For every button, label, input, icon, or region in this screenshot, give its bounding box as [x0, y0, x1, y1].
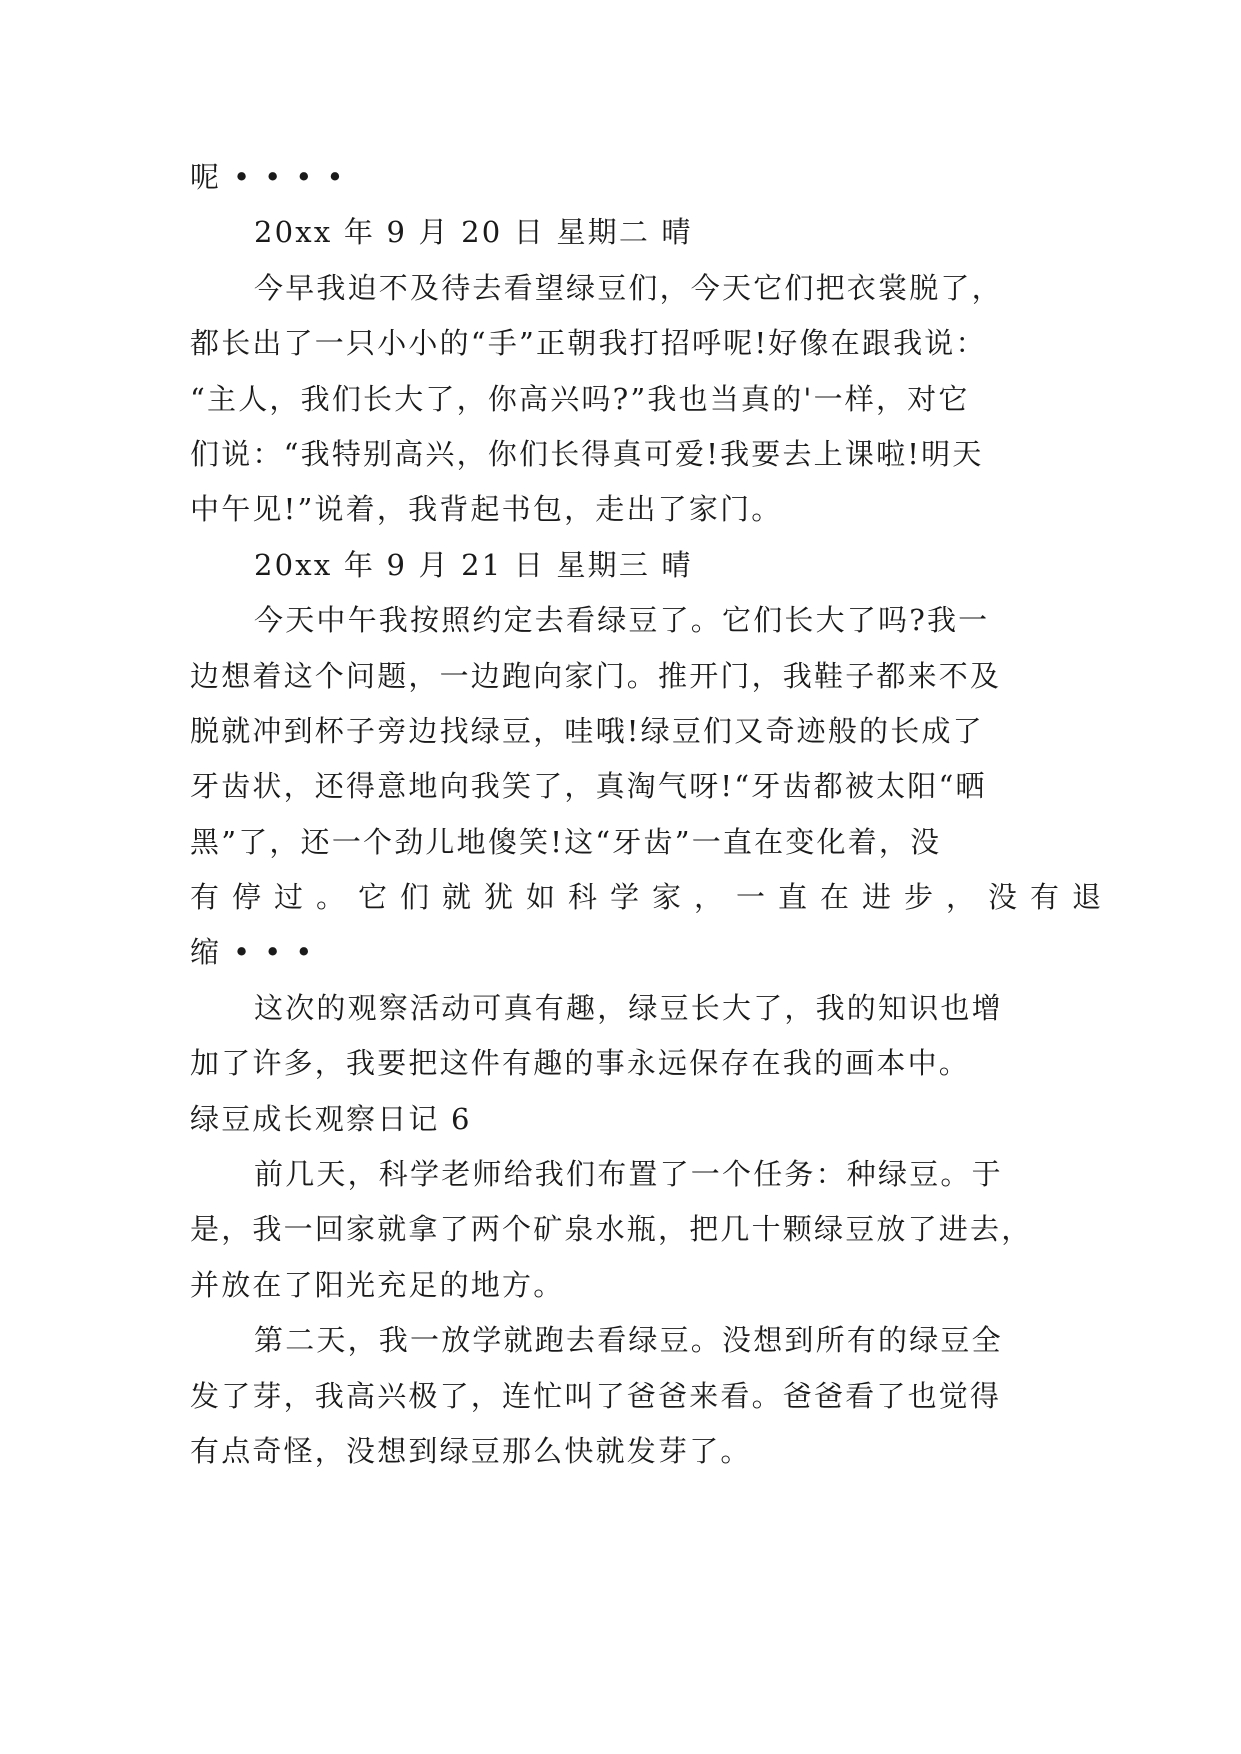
section-title: 绿豆成长观察日记 6 — [190, 1101, 472, 1136]
paragraph-line: 脱就冲到杯子旁边找绿豆，哇哦!绿豆们又奇迹般的长成了 — [190, 713, 984, 748]
paragraph-line: 都长出了一只小小的“手”正朝我打招呼呢!好像在跟我说： — [190, 326, 987, 361]
paragraph-line: 牙齿状，还得意地向我笑了，真淘气呀!“牙齿都被太阳“晒 — [190, 769, 987, 804]
paragraph-line: 并放在了阳光充足的地方。 — [190, 1267, 565, 1302]
text-line: 呢•••• — [190, 160, 358, 194]
paragraph-line: 这次的观察活动可真有趣，绿豆长大了，我的知识也增 — [254, 990, 1003, 1025]
paragraph-line: 是，我一回家就拿了两个矿泉水瓶，把几十颗绿豆放了进去， — [190, 1212, 1033, 1247]
paragraph-line: 加了许多，我要把这件有趣的事永远保存在我的画本中。 — [190, 1046, 971, 1081]
paragraph-line: 缩••• — [190, 935, 327, 970]
paragraph-line: 们说：“我特别高兴，你们长得真可爱!我要去上课啦!明天 — [190, 436, 984, 471]
paragraph-line: 今天中午我按照约定去看绿豆了。它们长大了吗?我一 — [254, 603, 990, 638]
paragraph-line: “主人，我们长大了，你高兴吗?”我也当真的'一样，对它 — [190, 381, 970, 416]
paragraph-line: 今早我迫不及待去看望绿豆们，今天它们把衣裳脱了， — [254, 270, 1003, 305]
diary-date-heading: 20xx 年 9 月 20 日 星期二 晴 — [254, 215, 693, 250]
paragraph-line: 发了芽，我高兴极了，连忙叫了爸爸来看。爸爸看了也觉得 — [190, 1378, 1002, 1413]
document-page — [190, 150, 1115, 1479]
paragraph-line: 第二天，我一放学就跑去看绿豆。没想到所有的绿豆全 — [254, 1323, 1003, 1358]
diary-date-heading: 20xx 年 9 月 21 日 星期三 晴 — [254, 547, 693, 582]
paragraph-line: 前几天，科学老师给我们布置了一个任务：种绿豆。于 — [254, 1157, 1003, 1192]
paragraph-line: 中午见!”说着，我背起书包，走出了家门。 — [190, 492, 783, 527]
paragraph-line: 边想着这个问题，一边跑向家门。推开门，我鞋子都来不及 — [190, 658, 1002, 693]
paragraph-line: 有停过。它们就犹如科学家，一直在进步，没有退 — [190, 880, 1115, 915]
paragraph-line: 黑”了，还一个劲儿地傻笑!这“牙齿”一直在变化着，没 — [190, 824, 942, 859]
paragraph-line: 有点奇怪，没想到绿豆那么快就发芽了。 — [190, 1433, 752, 1468]
